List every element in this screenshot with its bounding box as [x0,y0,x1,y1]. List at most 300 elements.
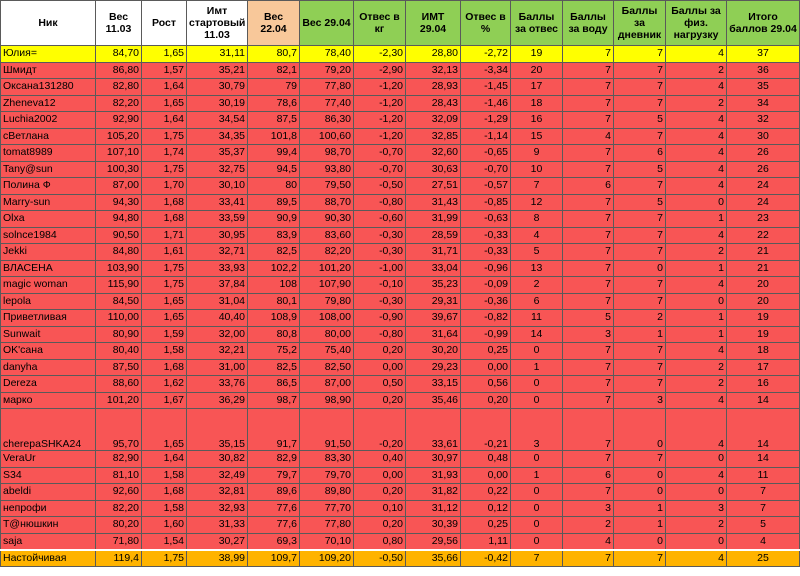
cell-points-water: 7 [563,194,614,211]
header-nick: Ник [1,1,96,46]
cell-nick: magic woman [1,277,96,294]
cell-loss-kg: -0,30 [354,293,406,310]
cell-points-water: 7 [563,211,614,228]
cell-points-total: 14 [727,392,800,409]
cell-weight-current: 79,50 [300,178,354,195]
cell-loss-kg: -0,20 [354,409,406,451]
cell-bmi-start: 36,29 [187,392,248,409]
cell-points-diary: 1 [614,326,666,343]
cell-points-diary: 7 [614,376,666,393]
cell-weight-current: 98,70 [300,145,354,162]
table-row [1,326,800,343]
header-weight-start: Вес 11.03 [96,1,142,46]
cell-height: 1,68 [142,194,187,211]
cell-height: 1,70 [142,178,187,195]
cell-weight-prev: 98,7 [248,392,300,409]
cell-nick: cBетлана [1,128,96,145]
cell-points-total: 14 [727,451,800,468]
cell-weight-prev: 86,5 [248,376,300,393]
cell-points-exercise: 4 [666,277,727,294]
cell-weight-start: 94,80 [96,211,142,228]
cell-points-loss: 0 [511,392,563,409]
cell-weight-prev: 75,2 [248,343,300,360]
cell-weight-current: 108,00 [300,310,354,327]
cell-points-exercise: 4 [666,145,727,162]
cell-points-total: 7 [727,500,800,517]
cell-weight-prev: 102,2 [248,260,300,277]
cell-weight-prev: 108,9 [248,310,300,327]
cell-weight-prev: 91,7 [248,409,300,451]
cell-points-exercise: 0 [666,451,727,468]
cell-points-water: 7 [563,112,614,129]
table-row [1,79,800,96]
cell-weight-prev: 80,1 [248,293,300,310]
cell-height: 1,59 [142,326,187,343]
cell-bmi-start: 32,93 [187,500,248,517]
table-row [1,392,800,409]
cell-points-total: 5 [727,517,800,534]
cell-nick: Dereza [1,376,96,393]
cell-points-diary: 7 [614,293,666,310]
cell-points-exercise: 4 [666,112,727,129]
cell-points-diary: 5 [614,194,666,211]
cell-loss-kg: -0,30 [354,244,406,261]
cell-loss-kg: -1,20 [354,128,406,145]
cell-points-water: 5 [563,310,614,327]
cell-weight-current: 101,20 [300,260,354,277]
cell-nick: saja [1,533,96,550]
cell-height: 1,61 [142,244,187,261]
cell-points-diary: 7 [614,46,666,63]
cell-weight-start: 92,60 [96,484,142,501]
table-row [1,178,800,195]
cell-weight-start: 84,50 [96,293,142,310]
cell-weight-current: 109,20 [300,550,354,567]
cell-points-total: 7 [727,484,800,501]
table-row [1,451,800,468]
cell-loss-kg: -0,60 [354,211,406,228]
cell-weight-current: 78,40 [300,46,354,63]
cell-points-water: 4 [563,128,614,145]
cell-nick: abeldi [1,484,96,501]
cell-weight-current: 90,30 [300,211,354,228]
cell-weight-current: 100,60 [300,128,354,145]
cell-points-total: 21 [727,260,800,277]
cell-loss-percent: -0,70 [461,161,511,178]
cell-points-water: 7 [563,277,614,294]
cell-points-diary: 7 [614,550,666,567]
cell-points-exercise: 4 [666,392,727,409]
cell-points-loss: 13 [511,260,563,277]
header-weight-prev: Вес 22.04 [248,1,300,46]
cell-points-total: 24 [727,194,800,211]
cell-weight-prev: 80 [248,178,300,195]
cell-points-loss: 18 [511,95,563,112]
cell-points-loss: 10 [511,161,563,178]
cell-points-loss: 6 [511,293,563,310]
cell-points-exercise: 4 [666,550,727,567]
cell-nick: S34 [1,467,96,484]
cell-height: 1,75 [142,260,187,277]
header-loss-percent: Отвес в % [461,1,511,46]
cell-weight-current: 80,00 [300,326,354,343]
cell-points-diary: 1 [614,500,666,517]
header-points-total: Итого баллов 29.04 [727,1,800,46]
cell-bmi-start: 35,15 [187,409,248,451]
header-height: Рост [142,1,187,46]
cell-loss-percent: -1,14 [461,128,511,145]
cell-points-total: 30 [727,128,800,145]
cell-bmi-start: 33,93 [187,260,248,277]
cell-points-diary: 3 [614,392,666,409]
cell-points-exercise: 4 [666,409,727,451]
cell-bmi-current: 27,51 [406,178,461,195]
cell-points-water: 7 [563,293,614,310]
table-row [1,293,800,310]
cell-bmi-start: 31,33 [187,517,248,534]
cell-loss-percent: 1,11 [461,533,511,550]
cell-height: 1,60 [142,517,187,534]
cell-bmi-start: 34,35 [187,128,248,145]
header-points-loss: Баллы за отвес [511,1,563,46]
cell-bmi-current: 28,59 [406,227,461,244]
cell-loss-percent: -0,63 [461,211,511,228]
cell-points-loss: 0 [511,533,563,550]
cell-points-diary: 7 [614,277,666,294]
cell-points-diary: 7 [614,227,666,244]
cell-weight-start: 80,20 [96,517,142,534]
cell-weight-prev: 82,5 [248,359,300,376]
cell-points-water: 7 [563,244,614,261]
cell-loss-percent: -2,72 [461,46,511,63]
cell-loss-percent: -1,45 [461,79,511,96]
cell-weight-prev: 87,5 [248,112,300,129]
cell-bmi-start: 33,41 [187,194,248,211]
cell-bmi-start: 32,81 [187,484,248,501]
cell-points-total: 14 [727,409,800,451]
cell-points-water: 7 [563,161,614,178]
cell-bmi-start: 38,99 [187,550,248,567]
cell-loss-kg: -1,20 [354,112,406,129]
cell-loss-percent: -0,33 [461,227,511,244]
table-row [1,517,800,534]
cell-weight-current: 82,20 [300,244,354,261]
cell-points-exercise: 4 [666,161,727,178]
cell-points-total: 32 [727,112,800,129]
cell-weight-current: 70,10 [300,533,354,550]
cell-points-exercise: 4 [666,343,727,360]
cell-points-exercise: 4 [666,79,727,96]
cell-bmi-current: 29,56 [406,533,461,550]
header-points-diary: Баллы за дневник [614,1,666,46]
header-bmi-current: ИМТ 29.04 [406,1,461,46]
table-row [1,112,800,129]
cell-loss-percent: -0,99 [461,326,511,343]
cell-bmi-current: 33,61 [406,409,461,451]
cell-weight-start: 82,20 [96,95,142,112]
cell-points-diary: 7 [614,79,666,96]
cell-points-diary: 0 [614,484,666,501]
cell-nick: VeraUr [1,451,96,468]
cell-bmi-start: 32,75 [187,161,248,178]
cell-weight-start: 86,80 [96,62,142,79]
cell-loss-percent: -0,96 [461,260,511,277]
cell-points-exercise: 4 [666,128,727,145]
table-row [1,359,800,376]
cell-height: 1,65 [142,310,187,327]
cell-points-loss: 4 [511,227,563,244]
cell-bmi-current: 32,09 [406,112,461,129]
cell-nick: ВЛАСЕНА [1,260,96,277]
cell-loss-kg: -0,80 [354,326,406,343]
cell-points-loss: 2 [511,277,563,294]
cell-nick: Olxa [1,211,96,228]
cell-points-loss: 7 [511,550,563,567]
cell-points-water: 7 [563,260,614,277]
cell-weight-start: 103,90 [96,260,142,277]
cell-points-water: 3 [563,500,614,517]
cell-weight-prev: 80,8 [248,326,300,343]
cell-loss-kg: 0,00 [354,359,406,376]
cell-height: 1,67 [142,392,187,409]
cell-loss-kg: -1,20 [354,79,406,96]
cell-weight-prev: 82,9 [248,451,300,468]
cell-bmi-current: 31,64 [406,326,461,343]
cell-points-water: 4 [563,533,614,550]
cell-weight-start: 100,30 [96,161,142,178]
cell-weight-prev: 89,5 [248,194,300,211]
cell-loss-percent: -0,65 [461,145,511,162]
cell-weight-current: 107,90 [300,277,354,294]
cell-loss-kg: -2,30 [354,46,406,63]
cell-points-exercise: 1 [666,260,727,277]
cell-loss-percent: -1,46 [461,95,511,112]
table-row [1,211,800,228]
cell-height: 1,57 [142,62,187,79]
table-row [1,145,800,162]
cell-points-loss: 15 [511,128,563,145]
cell-points-total: 20 [727,293,800,310]
cell-nick: Marry-sun [1,194,96,211]
cell-bmi-current: 28,80 [406,46,461,63]
cell-points-total: 37 [727,46,800,63]
cell-points-exercise: 2 [666,95,727,112]
cell-bmi-current: 33,04 [406,260,461,277]
table-row [1,46,800,63]
cell-bmi-start: 33,59 [187,211,248,228]
cell-weight-start: 115,90 [96,277,142,294]
header-row [1,1,800,46]
cell-bmi-start: 32,71 [187,244,248,261]
table-row [1,260,800,277]
cell-weight-current: 87,00 [300,376,354,393]
cell-loss-percent: -3,34 [461,62,511,79]
cell-height: 1,74 [142,145,187,162]
cell-weight-current: 79,80 [300,293,354,310]
cell-loss-percent: -1,29 [461,112,511,129]
cell-points-loss: 9 [511,145,563,162]
cell-weight-start: 84,70 [96,46,142,63]
table-row [1,376,800,393]
cell-loss-kg: 0,20 [354,484,406,501]
cell-points-loss: 20 [511,62,563,79]
table-row [1,194,800,211]
cell-loss-percent: 0,48 [461,451,511,468]
cell-loss-kg: 0,20 [354,392,406,409]
cell-nick: lepola [1,293,96,310]
table-row [1,409,800,451]
cell-points-loss: 0 [511,517,563,534]
cell-points-exercise: 0 [666,533,727,550]
cell-height: 1,65 [142,95,187,112]
cell-height: 1,75 [142,550,187,567]
cell-weight-prev: 101,8 [248,128,300,145]
cell-height: 1,58 [142,500,187,517]
cell-weight-start: 105,20 [96,128,142,145]
cell-nick: непрофи [1,500,96,517]
cell-bmi-start: 35,37 [187,145,248,162]
cell-weight-prev: 69,3 [248,533,300,550]
cell-points-total: 34 [727,95,800,112]
cell-points-water: 7 [563,484,614,501]
cell-points-loss: 12 [511,194,563,211]
cell-loss-percent: -0,36 [461,293,511,310]
cell-weight-start: 110,00 [96,310,142,327]
cell-points-water: 7 [563,79,614,96]
cell-loss-percent: 0,25 [461,517,511,534]
header-weight-current: Вес 29.04 [300,1,354,46]
cell-loss-kg: -2,90 [354,62,406,79]
cell-nick: danyha [1,359,96,376]
cell-points-exercise: 0 [666,194,727,211]
cell-height: 1,65 [142,409,187,451]
cell-nick: Приветливая [1,310,96,327]
cell-bmi-current: 30,97 [406,451,461,468]
cell-points-diary: 7 [614,128,666,145]
cell-weight-start: 81,10 [96,467,142,484]
cell-loss-percent: -0,85 [461,194,511,211]
cell-weight-start: 95,70 [96,409,142,451]
cell-weight-start: 88,60 [96,376,142,393]
cell-points-water: 7 [563,550,614,567]
cell-nick: марко [1,392,96,409]
cell-loss-kg: -1,20 [354,95,406,112]
cell-points-exercise: 2 [666,244,727,261]
cell-weight-current: 77,40 [300,95,354,112]
cell-points-loss: 0 [511,343,563,360]
cell-points-exercise: 4 [666,467,727,484]
table-row [1,62,800,79]
cell-loss-percent: 0,25 [461,343,511,360]
cell-height: 1,54 [142,533,187,550]
cell-bmi-current: 29,23 [406,359,461,376]
cell-points-total: 20 [727,277,800,294]
cell-weight-start: 87,50 [96,359,142,376]
cell-points-diary: 2 [614,310,666,327]
cell-weight-start: 119,4 [96,550,142,567]
cell-weight-start: 82,80 [96,79,142,96]
cell-weight-current: 88,70 [300,194,354,211]
cell-points-exercise: 2 [666,517,727,534]
cell-points-total: 24 [727,178,800,195]
cell-weight-current: 75,40 [300,343,354,360]
cell-points-diary: 7 [614,211,666,228]
cell-points-exercise: 2 [666,376,727,393]
cell-bmi-start: 31,11 [187,46,248,63]
cell-points-diary: 0 [614,533,666,550]
cell-loss-kg: 0,00 [354,467,406,484]
cell-bmi-current: 39,67 [406,310,461,327]
cell-bmi-current: 33,15 [406,376,461,393]
header-points-exercise: Баллы за физ. нагрузку [666,1,727,46]
cell-bmi-start: 34,54 [187,112,248,129]
cell-points-diary: 7 [614,244,666,261]
cell-weight-current: 77,80 [300,79,354,96]
cell-points-loss: 11 [511,310,563,327]
cell-bmi-start: 32,21 [187,343,248,360]
cell-weight-start: 82,90 [96,451,142,468]
cell-weight-start: 82,20 [96,500,142,517]
cell-bmi-start: 37,84 [187,277,248,294]
cell-points-diary: 6 [614,145,666,162]
table-row [1,310,800,327]
cell-points-loss: 0 [511,484,563,501]
cell-points-total: 19 [727,310,800,327]
table-row [1,277,800,294]
cell-weight-current: 93,80 [300,161,354,178]
cell-points-diary: 0 [614,409,666,451]
cell-points-total: 36 [727,62,800,79]
cell-points-loss: 3 [511,409,563,451]
cell-loss-percent: 0,00 [461,359,511,376]
cell-points-total: 16 [727,376,800,393]
cell-bmi-current: 31,71 [406,244,461,261]
cell-weight-prev: 99,4 [248,145,300,162]
header-bmi-start: Имт стартовый 11.03 [187,1,248,46]
cell-points-exercise: 4 [666,178,727,195]
table-row [1,550,800,567]
cell-height: 1,58 [142,467,187,484]
cell-bmi-start: 33,76 [187,376,248,393]
cell-points-loss: 0 [511,451,563,468]
cell-weight-prev: 77,6 [248,500,300,517]
cell-weight-start: 92,90 [96,112,142,129]
cell-loss-percent: -0,57 [461,178,511,195]
cell-nick: Настойчивая [1,550,96,567]
cell-weight-current: 82,50 [300,359,354,376]
cell-points-total: 26 [727,145,800,162]
cell-height: 1,68 [142,484,187,501]
cell-points-water: 7 [563,46,614,63]
cell-points-loss: 16 [511,112,563,129]
cell-bmi-current: 30,39 [406,517,461,534]
cell-points-loss: 14 [511,326,563,343]
cell-points-water: 7 [563,409,614,451]
table-row [1,500,800,517]
cell-loss-kg: -0,50 [354,550,406,567]
cell-height: 1,75 [142,277,187,294]
cell-points-diary: 5 [614,112,666,129]
cell-weight-current: 86,30 [300,112,354,129]
cell-points-water: 7 [563,359,614,376]
cell-points-exercise: 4 [666,46,727,63]
cell-loss-kg: -0,30 [354,227,406,244]
cell-weight-current: 83,30 [300,451,354,468]
cell-weight-start: 90,50 [96,227,142,244]
cell-weight-current: 77,70 [300,500,354,517]
cell-bmi-current: 31,82 [406,484,461,501]
cell-height: 1,58 [142,343,187,360]
